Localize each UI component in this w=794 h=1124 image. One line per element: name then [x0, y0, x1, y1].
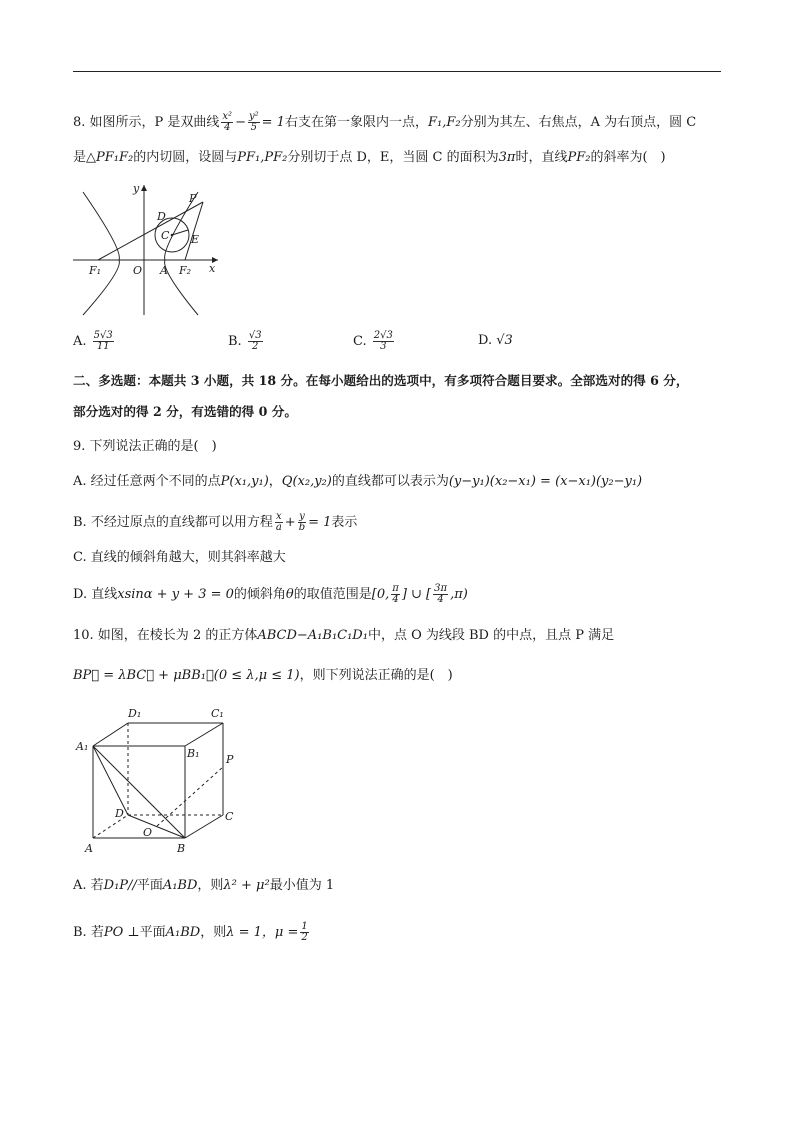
hyperbola-right-branch	[165, 192, 198, 315]
edge-a1d1	[93, 723, 128, 746]
q8-text: 时，直线	[515, 150, 568, 165]
q10-option-a[interactable]: A. 若D₁P//平面A₁BD，则λ² + μ²最小值为 1	[73, 878, 335, 893]
label-a: A	[160, 264, 168, 277]
hyperbola-frac-x: $\frac{\text{x²}}{4}$	[222, 111, 233, 133]
label-x: x	[209, 262, 216, 275]
label-c: C	[161, 229, 170, 242]
q8-option-d[interactable]: D. √3	[478, 333, 513, 348]
diag-db	[128, 815, 185, 838]
q10-line1: 10. 如图，在棱长为 2 的正方体ABCD−A₁B₁C₁D₁中，点 O 为线段 BD 的中点，且点 P 满足	[73, 628, 615, 643]
q8-line1	[73, 112, 696, 133]
diag-a1d	[93, 746, 128, 815]
label-f1: F₁	[89, 264, 102, 277]
label-f2: F₂	[179, 264, 192, 277]
edge-b1c1	[185, 723, 223, 746]
section2-line2: 部分选对的得 2 分，有选错的得 0 分。	[73, 404, 297, 419]
q9-option-a[interactable]: A. 经过任意两个不同的点P(x₁,y₁)，Q(x₂,y₂)的直线都可以表示为(y−y₁)(x₂−x₁) = (x−x₁)(y₂−y₁)	[73, 474, 643, 489]
q10-line2: BP⃗ = λBC⃗ + μBB₁⃗(0 ≤ λ,μ ≤ 1)，则下列说法正确的是( )	[73, 668, 453, 683]
q8-text: 8. 如图所示，P 是双曲线	[73, 115, 220, 130]
label-p: P	[189, 192, 197, 205]
label-d: D	[115, 807, 124, 820]
q8-text: 分别为其左、右焦点，A 为右顶点，圆 C	[460, 115, 697, 130]
q9-stem: 9. 下列说法正确的是( )	[73, 439, 217, 454]
foci-label: F₁,F₂	[427, 115, 461, 130]
y-axis-arrow	[141, 185, 147, 191]
label-p: P	[226, 753, 234, 766]
q8-option-b[interactable]: B. $\frac{√3}{2}$	[228, 330, 262, 352]
segments-label: PF₁,PF₂	[237, 150, 288, 165]
label-a1: A₁	[76, 740, 89, 753]
cube-figure	[73, 705, 248, 855]
label-e: E	[191, 233, 200, 246]
q9-option-c[interactable]: C. 直线的倾斜角越大，则其斜率越大	[73, 550, 286, 565]
label-d: D	[157, 210, 166, 223]
hyperbola-figure	[73, 180, 223, 320]
hyperbola-minus: −	[235, 115, 246, 130]
section2-line1: 二、多选题：本题共 3 小题，共 18 分。在每小题给出的选项中，有多项符合题目要求。全部选对的得 6 分，	[73, 373, 689, 388]
q8-text: 的斜率为( )	[590, 150, 666, 165]
label-c: C	[225, 810, 234, 823]
line-pf2: PF₂	[567, 150, 591, 165]
q8-line2	[73, 148, 666, 168]
q8-text: 的内切圆，设圆与	[133, 150, 238, 165]
label-o: O	[143, 826, 153, 839]
q10-option-b[interactable]: B. 若PO ⊥平面A₁BD，则λ = 1，μ = $\frac{1}{2}$	[73, 921, 308, 943]
hyperbola-left-branch	[83, 192, 119, 315]
label-c1: C₁	[211, 707, 224, 720]
q8-text: 右支在第一象限内一点，	[284, 115, 428, 130]
hyperbola-eq: = 1	[261, 115, 285, 130]
label-b1: B₁	[187, 747, 200, 760]
q8-text: 是	[73, 150, 87, 165]
triangle-label: △PF₁F₂	[86, 150, 134, 165]
label-b: B	[177, 842, 186, 855]
header-rule	[73, 71, 721, 72]
label-a: A	[85, 842, 93, 855]
q8-option-c[interactable]: C. $\frac{2√3}{3}$	[353, 330, 393, 352]
label-o: O	[133, 264, 143, 277]
label-y: y	[133, 182, 140, 195]
label-d1: D₁	[128, 707, 142, 720]
area-value: 3π	[498, 150, 516, 165]
q8-text: 分别切于点 D，E，当圆 C 的面积为	[287, 150, 499, 165]
edge-bc	[185, 815, 223, 838]
segment-op	[157, 767, 223, 826]
q8-option-a[interactable]: A. $\frac{5√3}{11}$	[73, 330, 113, 352]
vector-equation: BP⃗ = λBC⃗ + μBB₁⃗(0 ≤ λ,μ ≤ 1)	[73, 668, 300, 683]
hyperbola-frac-y: $\frac{\text{y²}}{5}$	[248, 111, 259, 133]
diag-a1b	[93, 746, 185, 838]
q9-option-b[interactable]: B. 不经过原点的直线都可以用方程 $\frac{x}{a}$ + $\frac{y}{b}$ = 1表示	[73, 511, 358, 533]
q9-option-d[interactable]: D. 直线xsinα + y + 3 = 0的倾斜角θ的取值范围是[0, $\frac{\pi}{4}$ ] ∪ [ $\frac{3\pi}{4}$ ,π)	[73, 583, 468, 605]
